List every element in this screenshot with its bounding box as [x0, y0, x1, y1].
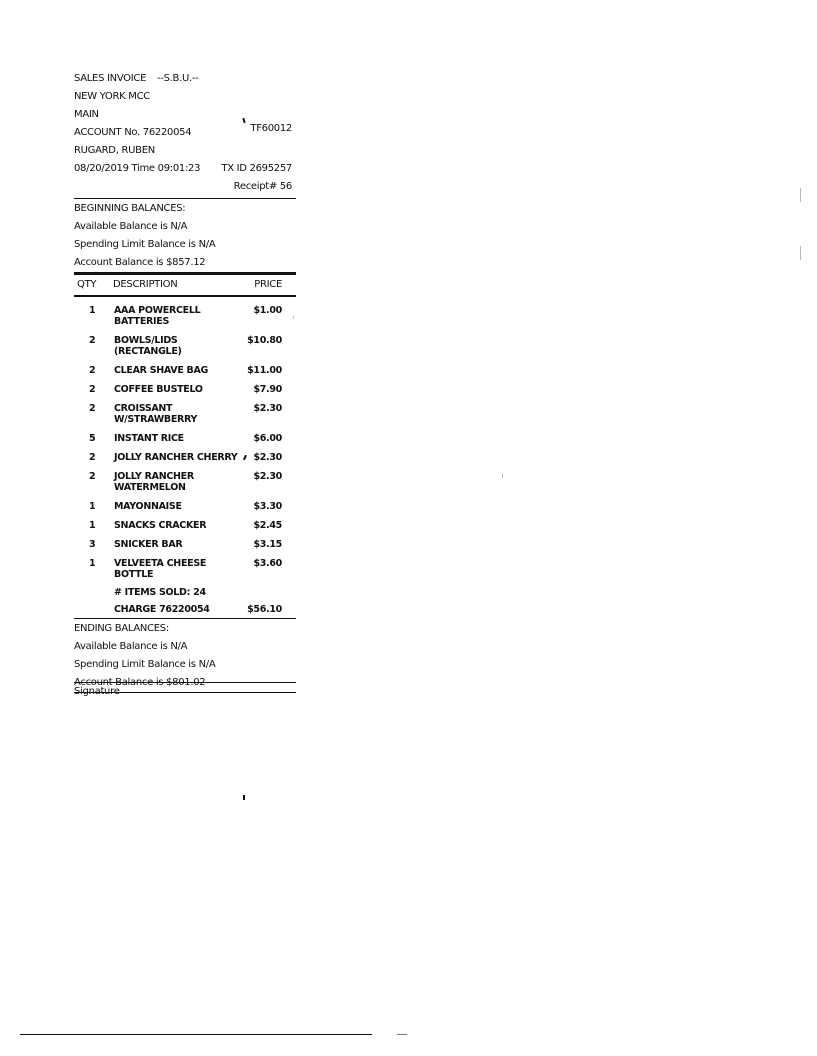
item-qty: 1: [89, 520, 96, 531]
item-price: $2.30: [253, 471, 282, 482]
item-qty: 1: [89, 305, 96, 316]
location-name: MAIN: [74, 109, 99, 120]
invoice-title: SALES INVOICE: [74, 73, 147, 84]
item-price: $7.90: [253, 384, 282, 395]
scan-mark: [800, 188, 801, 202]
line-item: [74, 497, 296, 516]
item-qty: 2: [89, 403, 96, 414]
items-column-header: [74, 275, 296, 297]
item-qty: 1: [89, 558, 96, 569]
item-description: INSTANT RICE: [114, 433, 184, 444]
beginning-balances-heading: BEGINNING BALANCES:: [74, 203, 186, 214]
ending-available-balance: Available Balance is N/A: [74, 641, 188, 652]
account-line: [74, 124, 296, 142]
item-price: $2.45: [253, 520, 282, 531]
items-sold-count: # ITEMS SOLD: 24: [114, 587, 206, 598]
item-description: CLEAR SHAVE BAG: [114, 365, 209, 376]
item-qty: 2: [89, 452, 96, 463]
item-price: $2.30: [253, 452, 282, 463]
receipt-number: Receipt# 56: [233, 181, 292, 192]
line-item: [74, 429, 296, 448]
facility-name: NEW YORK MCC: [74, 91, 150, 102]
transaction-id: TX ID 2695257: [221, 163, 292, 174]
description-column-header: DESCRIPTION: [113, 279, 178, 290]
page-bottom-rule: [20, 1034, 372, 1035]
item-description: SNICKER BAR: [114, 539, 183, 550]
item-qty: 2: [89, 365, 96, 376]
item-qty: 2: [89, 335, 96, 346]
item-qty: 2: [89, 471, 96, 482]
ending-account-balance: Account Balance is $801.02: [74, 677, 206, 688]
charge-line: [74, 601, 296, 618]
item-description: COFFEE BUSTELO: [114, 384, 203, 395]
item-description: CROISSANT W/STRAWBERRY: [114, 403, 198, 425]
item-qty: 3: [89, 539, 96, 550]
account-number: ACCOUNT No. 76220054: [74, 127, 192, 138]
item-description: JOLLY RANCHER WATERMELON: [114, 471, 194, 493]
line-item: [74, 467, 296, 497]
item-description: BOWLS/LIDS (RECTANGLE): [114, 335, 182, 357]
item-description: JOLLY RANCHER CHERRY: [114, 452, 238, 463]
line-item: [74, 361, 296, 380]
item-qty: 2: [89, 384, 96, 395]
signature-label: Signature: [74, 686, 120, 697]
item-description: VELVEETA CHEESE BOTTLE: [114, 558, 207, 580]
item-description: SNACKS CRACKER: [114, 520, 207, 531]
line-item: [74, 516, 296, 535]
line-item: [74, 331, 296, 361]
qty-column-header: QTY: [77, 279, 97, 290]
item-price: $3.30: [253, 501, 282, 512]
charge-total: $56.10: [247, 604, 282, 615]
item-description: AAA POWERCELL BATTERIES: [114, 305, 201, 327]
line-item: [74, 535, 296, 554]
scan-mark: [243, 795, 245, 800]
scan-mark: [502, 473, 503, 478]
items-sold-line: [74, 584, 296, 601]
line-item: [74, 301, 296, 331]
signature-line: [74, 682, 296, 683]
item-price: $3.60: [253, 558, 282, 569]
item-price: $2.30: [253, 403, 282, 414]
scan-mark: [800, 246, 801, 260]
transaction-datetime: 08/20/2019 Time 09:01:23: [74, 163, 201, 174]
customer-name: RUGARD, RUBEN: [74, 145, 155, 156]
item-price: $10.80: [247, 335, 282, 346]
item-qty: 1: [89, 501, 96, 512]
beginning-account-balance: Account Balance is $857.12: [74, 257, 206, 268]
datetime-line: [74, 160, 296, 178]
line-item: [74, 448, 296, 467]
beginning-spending-limit: Spending Limit Balance is N/A: [74, 239, 216, 250]
price-column-header: PRICE: [254, 279, 282, 290]
ending-balances-heading: ENDING BALANCES:: [74, 623, 169, 634]
item-price: $11.00: [247, 365, 282, 376]
beginning-available-balance: Available Balance is N/A: [74, 221, 188, 232]
charge-account: CHARGE 76220054: [114, 604, 210, 615]
line-item: [74, 554, 296, 584]
terminal-id: TF60012: [250, 120, 292, 138]
receipt-header: [74, 70, 296, 196]
item-price: $1.00: [253, 305, 282, 316]
item-description: MAYONNAISE: [114, 501, 182, 512]
ending-spending-limit: Spending Limit Balance is N/A: [74, 659, 216, 670]
receipt-number-line: [74, 178, 296, 196]
line-item: [74, 380, 296, 399]
invoice-title-line: [74, 70, 296, 88]
scan-mark: [293, 316, 294, 319]
page-bottom-dash: [397, 1034, 407, 1035]
line-items: [74, 297, 296, 618]
item-price: $6.00: [253, 433, 282, 444]
item-price: $3.15: [253, 539, 282, 550]
sales-invoice-receipt: [74, 70, 296, 693]
item-qty: 5: [89, 433, 96, 444]
sbu-label: --S.B.U.--: [157, 73, 199, 84]
beginning-balances: [74, 199, 296, 272]
line-item: [74, 399, 296, 429]
